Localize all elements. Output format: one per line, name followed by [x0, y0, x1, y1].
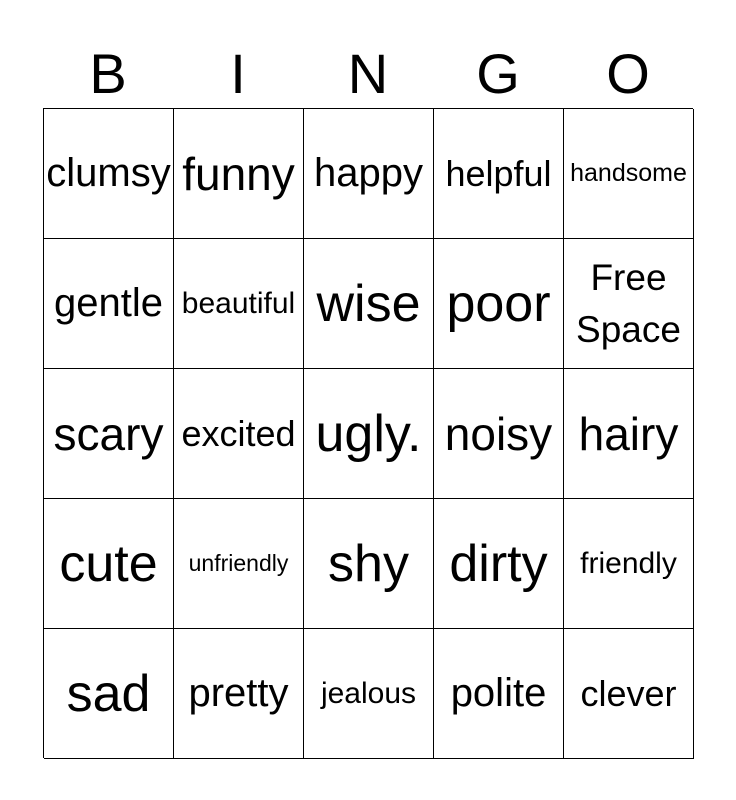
bingo-cell[interactable]: [564, 629, 694, 759]
cell-word: helpful: [445, 152, 552, 194]
cell-word: beautiful: [181, 286, 296, 320]
cell-word: dirty: [449, 534, 548, 593]
bingo-header: [43, 40, 693, 108]
bingo-cell[interactable]: [434, 499, 564, 629]
cell-word: hairy: [578, 407, 679, 460]
cell-word: unfriendly: [188, 550, 289, 576]
cell-word: ugly.: [315, 404, 422, 463]
bingo-cell[interactable]: [434, 369, 564, 499]
free-space-cell[interactable]: [564, 239, 694, 369]
header-letter-n: N: [347, 42, 389, 105]
bingo-cell[interactable]: [174, 499, 304, 629]
bingo-cell[interactable]: [564, 109, 694, 239]
cell-word: funny: [182, 147, 295, 200]
header-letter-o: O: [606, 42, 650, 105]
cell-word: gentle: [54, 281, 163, 325]
bingo-cell[interactable]: [174, 109, 304, 239]
bingo-cell[interactable]: [44, 369, 174, 499]
bingo-board: [43, 108, 693, 758]
cell-word: poor: [446, 274, 551, 333]
bingo-cell[interactable]: [564, 369, 694, 499]
bingo-cell[interactable]: [564, 499, 694, 629]
cell-word: polite: [450, 671, 547, 715]
header-letter-i: I: [230, 42, 246, 105]
bingo-cell[interactable]: [174, 239, 304, 369]
bingo-cell[interactable]: [174, 629, 304, 759]
cell-word: cute: [59, 534, 158, 593]
cell-word: shy: [328, 534, 409, 593]
bingo-cell[interactable]: [44, 629, 174, 759]
cell-word: wise: [316, 274, 421, 333]
cell-word: scary: [53, 407, 164, 460]
bingo-cell[interactable]: [304, 629, 434, 759]
bingo-cell[interactable]: [304, 239, 434, 369]
cell-word: noisy: [444, 407, 553, 460]
cell-word: pretty: [188, 671, 289, 715]
header-letter-g: G: [476, 42, 520, 105]
bingo-cell[interactable]: [434, 239, 564, 369]
bingo-cell[interactable]: [44, 239, 174, 369]
bingo-cell[interactable]: [304, 369, 434, 499]
bingo-cell[interactable]: [174, 369, 304, 499]
header-letter-b: B: [89, 42, 127, 105]
bingo-cell[interactable]: [44, 499, 174, 629]
bingo-cell[interactable]: [434, 629, 564, 759]
cell-word: excited: [181, 412, 296, 454]
cell-word: handsome: [570, 159, 687, 187]
cell-word: sad: [66, 664, 151, 723]
cell-word: friendly: [580, 546, 677, 580]
cell-word: clumsy: [46, 151, 171, 195]
cell-word: happy: [314, 151, 423, 195]
bingo-cell[interactable]: [304, 499, 434, 629]
free-space-label: Free Space: [576, 256, 681, 350]
bingo-cell[interactable]: [304, 109, 434, 239]
bingo-cell[interactable]: [44, 109, 174, 239]
bingo-cell[interactable]: [434, 109, 564, 239]
cell-word: clever: [580, 672, 677, 714]
cell-word: jealous: [320, 676, 417, 710]
